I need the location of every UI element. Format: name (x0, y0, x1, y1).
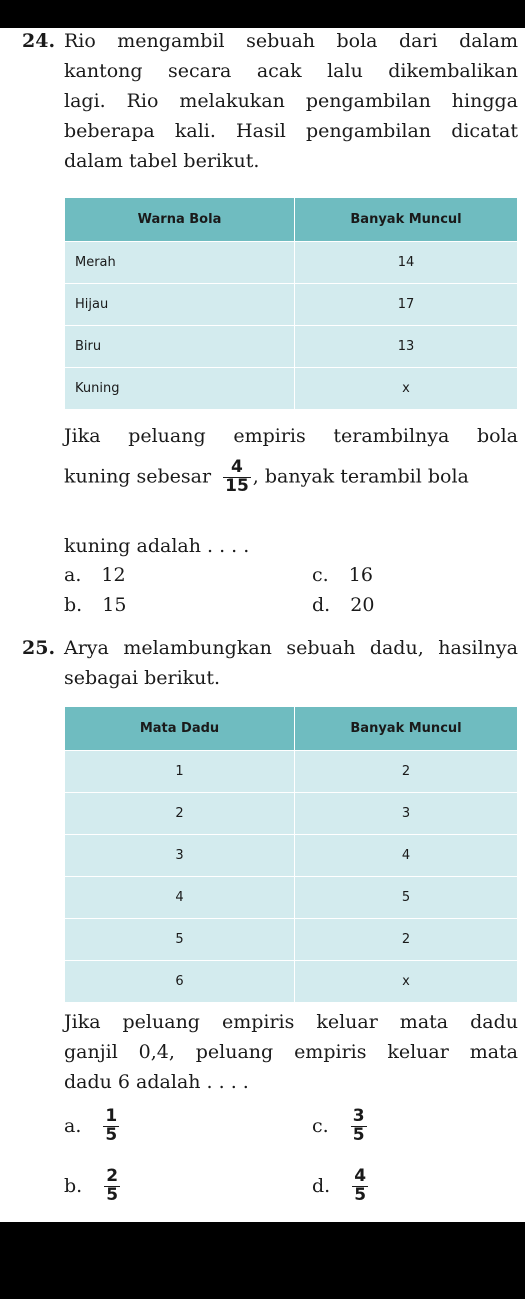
option-value: 20 (350, 594, 375, 616)
table-cell-count: 2 (295, 919, 518, 961)
table-row (65, 284, 518, 326)
question-25-number: 25. (22, 637, 56, 659)
table-row (65, 326, 518, 368)
question-25-line-2: sebagai berikut. (64, 667, 221, 689)
table-cell-face: 6 (65, 961, 295, 1003)
option-letter: d. (312, 1175, 331, 1198)
table-row (65, 961, 518, 1003)
table-cell-face: 3 (65, 835, 295, 877)
option-letter: a. (64, 1115, 82, 1138)
table-cell-count: 5 (295, 877, 518, 919)
fraction-3-5 (351, 1108, 367, 1145)
question-24-condition-line-2 (64, 459, 518, 496)
question-24-line-5: dalam tabel berikut. (64, 150, 260, 172)
fraction-numerator: 4 (354, 1166, 367, 1186)
option-value: 16 (348, 564, 373, 586)
table-cell-face: 4 (65, 877, 295, 919)
fraction-denominator: 5 (106, 1184, 119, 1205)
table-row (65, 793, 518, 835)
option-value: 15 (102, 594, 127, 616)
table-row (65, 919, 518, 961)
option-25-d[interactable] (312, 1168, 368, 1205)
dice-table (64, 706, 518, 1003)
table-row (65, 368, 518, 410)
table-cell-count: 2 (295, 751, 518, 793)
table-cell-count: 3 (295, 793, 518, 835)
table-header-count: Banyak Muncul (295, 198, 518, 242)
question-25-condition-line-2: ganjil 0,4, peluang empiris keluar mata (64, 1041, 518, 1063)
table-cell-color: Merah (65, 242, 295, 284)
table-cell-count: x (295, 961, 518, 1003)
table-cell-count: 14 (295, 242, 518, 284)
table-cell-face: 5 (65, 919, 295, 961)
option-letter: a. (64, 564, 82, 586)
table-cell-color: Biru (65, 326, 295, 368)
table-header-row (65, 198, 518, 242)
option-24-b[interactable] (64, 594, 126, 616)
question-25-line-1: Arya melambungkan sebuah dadu, hasilnya (64, 637, 518, 659)
fraction-1-5 (103, 1108, 119, 1145)
table-cell-count: 17 (295, 284, 518, 326)
table-header-face: Mata Dadu (65, 707, 295, 751)
fraction-denominator: 5 (354, 1184, 367, 1205)
fraction-denominator: 5 (352, 1124, 365, 1145)
option-letter: d. (312, 594, 331, 616)
option-25-b[interactable] (64, 1168, 120, 1205)
fraction-4-5 (352, 1168, 368, 1205)
fraction-numerator: 3 (352, 1106, 365, 1126)
table-cell-face: 2 (65, 793, 295, 835)
option-25-a[interactable] (64, 1108, 119, 1145)
table-cell-color: Hijau (65, 284, 295, 326)
fraction-4-15 (223, 459, 251, 496)
table-header-count: Banyak Muncul (295, 707, 518, 751)
fraction-numerator: 2 (106, 1166, 119, 1186)
table-cell-count: 13 (295, 326, 518, 368)
option-value: 12 (101, 564, 126, 586)
top-black-bar (0, 0, 525, 28)
option-letter: b. (64, 1175, 83, 1198)
question-24-condition-line-1: Jika peluang empiris terambilnya bola (64, 425, 518, 447)
table-row (65, 835, 518, 877)
question-25-condition-line-1: Jika peluang empiris keluar mata dadu (64, 1011, 518, 1033)
table-header-color: Warna Bola (65, 198, 295, 242)
question-24-line-2: kantong secara acak lalu dikembalikan (64, 60, 518, 82)
question-25-condition-line-3: dadu 6 adalah . . . . (64, 1071, 249, 1093)
fraction-numerator: 4 (231, 457, 243, 477)
table-row (65, 877, 518, 919)
fraction-2-5 (104, 1168, 120, 1205)
fraction-denominator: 5 (105, 1124, 118, 1145)
table-row (65, 242, 518, 284)
fraction-numerator: 1 (105, 1106, 118, 1126)
question-24-line-1: Rio mengambil sebuah bola dari dalam (64, 30, 518, 52)
question-24-line-3: lagi. Rio melakukan pengambilan hingga (64, 90, 518, 112)
option-25-c[interactable] (312, 1108, 367, 1145)
option-24-c[interactable] (312, 564, 373, 586)
question-24-number: 24. (22, 30, 56, 52)
table-cell-color: Kuning (65, 368, 295, 410)
option-letter: b. (64, 594, 83, 616)
ball-color-table (64, 197, 518, 410)
bottom-black-bar (0, 1222, 525, 1299)
question-24-condition-pre: kuning sebesar (64, 465, 212, 488)
table-header-row (65, 707, 518, 751)
question-24-line-4: beberapa kali. Hasil pengambilan dicatat (64, 120, 518, 142)
question-24-condition-post: , banyak terambil bola (252, 465, 469, 488)
fraction-denominator: 15 (225, 475, 249, 496)
table-row (65, 751, 518, 793)
table-cell-count: x (295, 368, 518, 410)
table-cell-face: 1 (65, 751, 295, 793)
option-24-d[interactable] (312, 594, 374, 616)
table-cell-count: 4 (295, 835, 518, 877)
question-24-condition-line-3: kuning adalah . . . . (64, 535, 250, 557)
option-letter: c. (312, 564, 329, 586)
option-24-a[interactable] (64, 564, 126, 586)
option-letter: c. (312, 1115, 329, 1138)
